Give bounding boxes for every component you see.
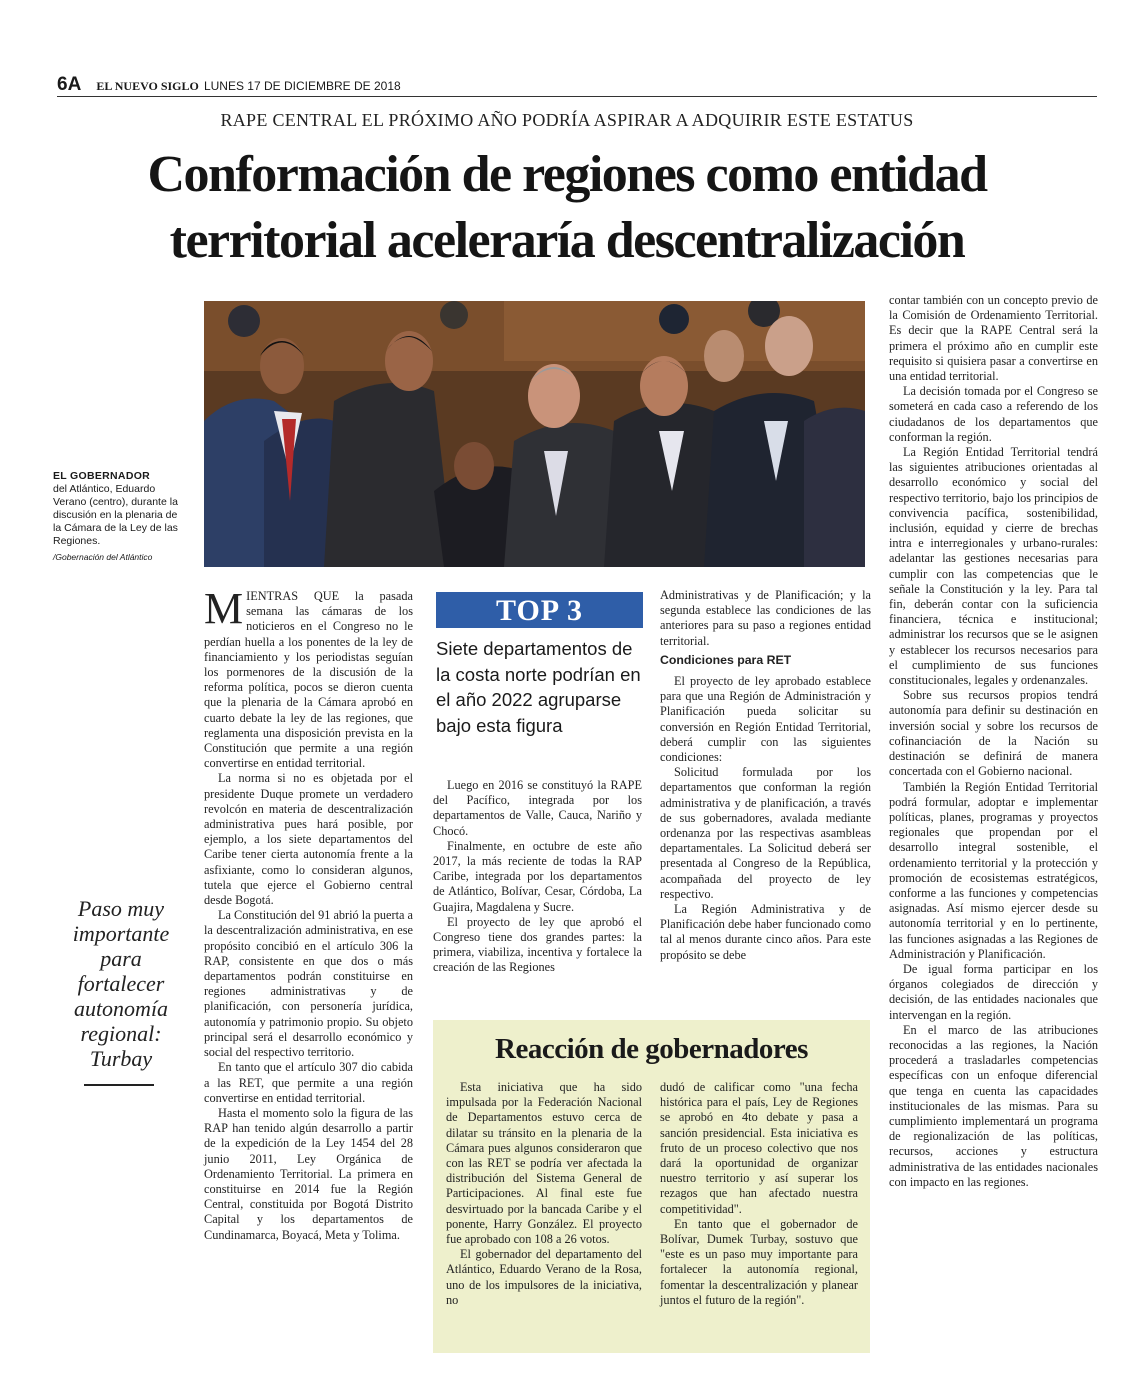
- paragraph: contar también con un concepto previo de la Comisión de Ordenamiento Territorial. Es decir que la RAPE Central será la primera el próximo año en cumplir este requisito si quisiera pasar a convertirse en una entidad territorial.: [889, 293, 1098, 384]
- caption-head: EL GOBERNADOR: [53, 470, 151, 482]
- news-photo: [204, 301, 865, 567]
- paragraph: La Constitución del 91 abrió la puerta a la descentralización administrativa, en ese propósito concibió en el artículo 306 la RAP, consistente en que dos o más departamentos podrán constituirse en regiones administrativas y de planificación, con personería jurídica, autonomía y patrimonio propio. Su objeto principal será el desarrollo económico y social del respectivo territorio.: [204, 908, 413, 1060]
- paragraph: Finalmente, en octubre de este año 2017, la más reciente de todas la RAP Caribe, integrada por los departamentos de Atlántico, Bolívar, Cesar, Córdoba, La Guajira, Magdalena y Sucre.: [433, 838, 642, 914]
- headline-line-1: Conformación de regiones como entidad: [147, 146, 987, 203]
- paragraph: La Región Entidad Territorial tendrá las siguientes atribuciones orientadas al desarrollo económico y social del respectivo territorio, bajo los principios de convivencia pacífica, sostenibilidad, inclusión, equidad y cierre de brechas intra e interregionales y urbano-rurales: adelantar las gestiones necesarias para cumplir con las competencias que le señale la Constitución y la ley. Para tal fin, deberán contar con la suficiencia financiera, técnica e institucional; administrar los recursos que se le asignen y establecer los recursos necesarios para el cumplimiento de sus funciones constitucionales, legales y ordenanzales.: [889, 445, 1098, 688]
- page-header: [57, 74, 1097, 96]
- article-column-3: [660, 588, 871, 963]
- reaction-column-2: [660, 1080, 858, 1308]
- photo-credit: /Gobernación del Atlántico: [53, 552, 153, 562]
- article-column-1: [204, 584, 413, 1243]
- reaction-column-1: [446, 1080, 642, 1308]
- dateline: LUNES 17 DE DICIEMBRE DE 2018: [203, 79, 401, 93]
- kicker: RAPE CENTRAL EL PRÓXIMO AÑO PODRÍA ASPIRAR A ADQUIRIR ESTE ESTATUS: [220, 110, 914, 130]
- headline-line-2: territorial aceleraría descentralización: [169, 212, 965, 269]
- photo-illustration: [204, 301, 865, 567]
- paragraph: Sobre sus recursos propios tendrá autonomía para definir su destinación en inversión social y sobre los recursos de cofinanciación de la Nación su destinación se definirá de manera concertada con el Gobierno nacional.: [889, 688, 1098, 779]
- drop-cap: M: [204, 584, 244, 633]
- paragraph: También la Región Entidad Territorial podrá formular, adoptar e implementar políticas, planes, programas y proyectos regionales que propendan por el desarrollo integral sostenible, el ordenamiento territorial y la protección y promoción de ecosistemas estratégicos, conforme a las funciones y competencias asignadas. Así mismo ejercer desde su autonomía territorial y en lo pertinente, las funciones asignadas a las Regiones de Administración y Planificación.: [889, 779, 1098, 961]
- paragraph: Hasta el momento solo la figura de las RAP han tenido algún desarrollo a partir de la expedición de la Ley 1454 del 28 junio 2011, Ley Orgánica de Ordenamiento Territorial. La primera en constituirse en 2014 fue la Región Central, constituida por Bogotá Distrito Capital y los departamentos de Cundinamarca, Boyacá, Meta y Tolima.: [204, 1105, 413, 1242]
- pull-quote: Paso muy importante para fortalecer autonomía regional: Turbay: [72, 896, 170, 1071]
- top3-text: Siete departamentos de la costa norte podrían en el año 2022 agruparse bajo esta figura: [436, 638, 641, 736]
- photo-caption: [53, 470, 183, 564]
- paragraph: La decisión tomada por el Congreso se someterá en cada caso a referendo de los ciudadanos de los departamentos que conforman la región.: [889, 384, 1098, 444]
- headline: [60, 142, 1074, 274]
- header-rule: [57, 96, 1097, 97]
- paragraph: Esta iniciativa que ha sido impulsada por la Federación Nacional de Departamentos estuvo cerca de dilatar su tránsito en la plenaria de la Cámara pues algunos consideraron que con las RET se podría ver afectada la distribución del Sistema General de Participaciones. Al final este fue desvirtuado por la bancada Caribe y el ponente, Harry González. El proyecto fue aprobado con 108 a 26 votos.: [446, 1080, 642, 1247]
- paragraph: Solicitud formulada por los departamentos que conforman la región administrativa y de planificación, a través de sus gobernadores, avalada mediante ordenanza por las respectivas asambleas departamentales. La Solicitud deberá ser presentada al Congreso de la República, acompañada del proyecto de ley respectivo.: [660, 765, 871, 901]
- newspaper-name: EL NUEVO SIGLO: [96, 79, 199, 93]
- subhead: Condiciones para RET: [660, 652, 792, 667]
- paragraph: La norma si no es objetada por el presidente Duque promete un verdadero revolcón en materia de descentralización administrativa pues hará posible, por ejemplo, a los siete departamentos del Caribe tener cierta autonomía frente a la asfixiante, como lo consideran algunos, tutela que ejerce el Gobierno central desde Bogotá.: [204, 771, 413, 908]
- paragraph: Luego en 2016 se constituyó la RAPE del Pacífico, integrada por los departamentos de Valle, Cauca, Nariño y Chocó.: [433, 778, 642, 838]
- paragraph: El proyecto de ley que aprobó el Congreso tiene dos grandes partes: la primera, viabiliza, incentiva y fortalece la creación de las Regiones: [433, 914, 642, 975]
- paragraph: De igual forma participar en los órganos colegiados de dirección y decisión, de las entidades nacionales que intervengan en la región.: [889, 961, 1098, 1022]
- paragraph: Administrativas y de Planificación; y la segunda establece las condiciones de las anteriores para su paso a regiones entidad territorial.: [660, 588, 871, 648]
- paragraph: dudó de calificar como "una fecha histórica para el país, Ley de Regiones se aprobó en 4to debate y pasa a sanción presidencial. Esta iniciativa es fruto de un proceso colectivo que nos dará la oportunidad de organizar nuestro territorio y así superar los rezagos que han afectado nuestra competitividad".: [660, 1080, 858, 1216]
- reaction-title: Reacción de gobernadores: [495, 1033, 808, 1065]
- paragraph: En el marco de las atribuciones reconocidas a las regiones, la Nación procederá a trasladarles competencias específicas con un enfoque diferencial que tenga en cuenta las capacidades institucionales de las mismas. Para su cumplimiento implementará un programa de regionalización de las políticas, recursos, acciones y estructura administrativa de las entidades nacionales con impacto en las regiones.: [889, 1022, 1098, 1189]
- paragraph: La Región Administrativa y de Planificación debe haber funcionado como tal al menos durante cinco años. Para este propósito se debe: [660, 902, 871, 962]
- page-number: 6A: [57, 74, 82, 95]
- paragraph: En tanto que el gobernador de Bolívar, Dumek Turbay, sostuvo que "este es un paso muy importante para fortalecer la autonomía regional, fomentar la descentralización y planear juntos el futuro de la región".: [660, 1216, 858, 1307]
- pull-quote-rule: [84, 1084, 154, 1086]
- article-column-4: [889, 293, 1098, 1190]
- caption-body: del Atlántico, Eduardo Verano (centro), durante la discusión en la plenaria de la Cámara de la Ley de las Regiones.: [53, 483, 178, 547]
- top3-title: TOP 3: [496, 594, 583, 627]
- paragraph: IENTRAS QUE la pasada semana las cámaras de los noticieros en el Congreso no le perdían huella a los ponentes de la ley de financiamiento y los periodistas seguían los pormenores de la discusión de la reforma política, pocos se dieron cuenta que la plenaria de la Cámara aprobó en cuarto debate la ley de las regiones, que reglamenta una disposición prevista en la Constitución que permite a una región convertirse en entidad territorial.: [204, 589, 413, 771]
- paragraph: El proyecto de ley aprobado establece para que una Región de Administración y Planificación pueda solicitar su conversión en Región Entidad Territorial, deberá cumplir con las siguientes condiciones:: [660, 674, 871, 765]
- paragraph: En tanto que el artículo 307 dio cabida a las RET, que permite a una región convertirse en entidad territorial.: [204, 1060, 413, 1105]
- paragraph: El gobernador del departamento del Atlántico, Eduardo Verano de la Rosa, uno de los impulsores de la iniciativa, no: [446, 1247, 642, 1307]
- article-column-2: [433, 778, 642, 976]
